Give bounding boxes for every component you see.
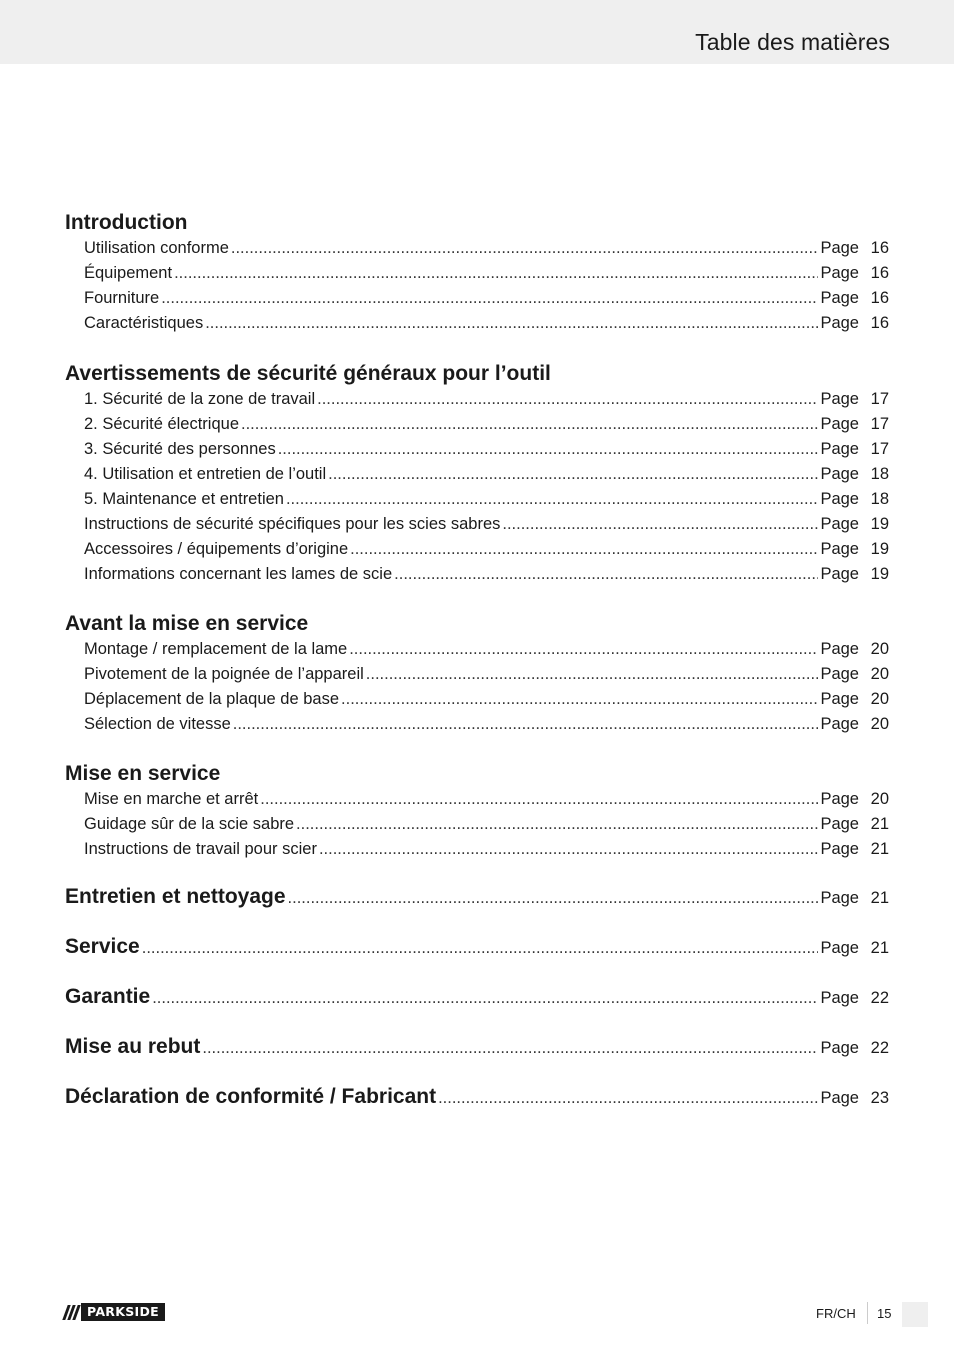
page-number: 22 <box>870 989 889 1007</box>
page-label: Page <box>820 989 859 1007</box>
page-label: Page <box>820 665 859 683</box>
toc-main-entry-warranty[interactable] <box>65 985 889 1015</box>
page-number: 19 <box>870 565 889 583</box>
page-label: Page <box>820 640 859 658</box>
page-label: Page <box>820 1039 859 1057</box>
toc-entry[interactable] <box>65 512 889 537</box>
page-label: Page <box>820 440 859 458</box>
entry-label: Équipement <box>84 264 173 282</box>
page-number: 23 <box>870 1089 889 1107</box>
page-label: Page <box>820 840 859 858</box>
page-label: Page <box>820 264 859 282</box>
toc-entry[interactable] <box>65 537 889 562</box>
entry-page <box>820 889 889 908</box>
page-label: Page <box>820 565 859 583</box>
leader-dots <box>394 562 818 587</box>
main-entry-label: Garantie <box>65 985 151 1008</box>
page-number: 17 <box>870 440 889 458</box>
entry-label: 2. Sécurité électrique <box>84 415 240 433</box>
toc-entry[interactable] <box>65 712 889 737</box>
toc-entry[interactable] <box>65 662 889 687</box>
toc-entry[interactable] <box>65 637 889 662</box>
toc-main-entry-declaration[interactable] <box>65 1085 889 1115</box>
leader-dots <box>202 1039 818 1058</box>
toc-entry[interactable] <box>65 562 889 587</box>
parkside-logo <box>65 1303 176 1321</box>
entry-page <box>820 512 889 537</box>
leader-dots <box>341 687 818 712</box>
toc-entry[interactable] <box>65 487 889 512</box>
entry-page <box>820 712 889 737</box>
entry-page <box>820 537 889 562</box>
entry-page <box>820 1039 889 1058</box>
page-label: Page <box>820 939 859 957</box>
toc-entry[interactable] <box>65 387 889 412</box>
entry-page <box>820 837 889 862</box>
entry-label: Accessoires / équipements d’origine <box>84 540 349 558</box>
entry-label: Utilisation conforme <box>84 239 229 257</box>
language-code: FR/CH <box>816 1306 856 1321</box>
toc-section-safety-warnings <box>65 361 889 587</box>
leader-dots <box>233 712 819 737</box>
entry-label: 4. Utilisation et entretien de l’outil <box>84 465 327 483</box>
entry-label: Mise en marche et arrêt <box>84 790 259 808</box>
page-title: Table des matières <box>695 29 890 55</box>
page-label: Page <box>820 390 859 408</box>
entry-label: Informations concernant les lames de scie <box>84 565 393 583</box>
leader-dots <box>260 787 818 812</box>
page-label: Page <box>820 815 859 833</box>
entry-label: 5. Maintenance et entretien <box>84 490 284 508</box>
entry-label: Instructions de sécurité spécifiques pour les scies sabres <box>84 515 501 533</box>
section-title: Avant la mise en service <box>65 612 309 635</box>
entry-page <box>820 462 889 487</box>
leader-dots <box>319 837 819 862</box>
page-number: 21 <box>870 840 889 858</box>
footer-divider <box>867 1302 868 1324</box>
page-label: Page <box>820 490 859 508</box>
toc-main-entry-maintenance[interactable] <box>65 885 889 915</box>
leader-dots <box>161 286 818 311</box>
toc-entry[interactable] <box>65 787 889 812</box>
leader-dots <box>366 662 819 687</box>
toc-entry[interactable] <box>65 261 889 286</box>
toc-entry[interactable] <box>65 687 889 712</box>
page-label: Page <box>820 314 859 332</box>
section-title: Mise en service <box>65 762 221 785</box>
entry-page <box>820 236 889 261</box>
toc-entry[interactable] <box>65 437 889 462</box>
entry-label: Guidage sûr de la scie sabre <box>84 815 295 833</box>
leader-dots <box>142 939 819 958</box>
toc-entry[interactable] <box>65 412 889 437</box>
page-number: 16 <box>870 314 889 332</box>
brand-name: PARKSIDE <box>81 1303 165 1321</box>
leader-dots <box>317 387 818 412</box>
entry-page <box>820 487 889 512</box>
page-number: 17 <box>870 415 889 433</box>
entry-label: Déplacement de la plaque de base <box>84 690 340 708</box>
page-number: 17 <box>870 390 889 408</box>
toc-section-introduction <box>65 210 889 336</box>
toc-entry[interactable] <box>65 812 889 837</box>
section-title: Introduction <box>65 211 188 234</box>
page-number: 16 <box>870 264 889 282</box>
main-entry-label: Déclaration de conformité / Fabricant <box>65 1085 437 1108</box>
page-label: Page <box>820 889 859 907</box>
toc-entry[interactable] <box>65 286 889 311</box>
page-number: 16 <box>870 239 889 257</box>
entry-page <box>820 311 889 336</box>
toc-entry[interactable] <box>65 462 889 487</box>
footer-tab-marker <box>902 1302 928 1327</box>
leader-dots <box>349 637 818 662</box>
page-number: 20 <box>870 665 889 683</box>
entry-page <box>820 437 889 462</box>
entry-page <box>820 939 889 958</box>
entry-page <box>820 387 889 412</box>
entry-page <box>820 261 889 286</box>
toc-entry[interactable] <box>65 311 889 336</box>
entry-page <box>820 1089 889 1108</box>
page-number: 21 <box>870 939 889 957</box>
leader-dots <box>241 412 818 437</box>
leader-dots <box>350 537 818 562</box>
main-entry-label: Entretien et nettoyage <box>65 885 286 908</box>
toc-section-before-use <box>65 611 889 737</box>
main-entry-label: Service <box>65 935 140 958</box>
page-label: Page <box>820 790 859 808</box>
entry-page <box>820 412 889 437</box>
page-label: Page <box>820 415 859 433</box>
entry-page <box>820 989 889 1008</box>
page-number: 21 <box>870 815 889 833</box>
entry-page <box>820 812 889 837</box>
leader-dots <box>288 889 819 908</box>
leader-dots <box>438 1089 818 1108</box>
leader-dots <box>231 236 819 261</box>
page-number: 18 <box>870 490 889 508</box>
entry-label: Fourniture <box>84 289 160 307</box>
section-title: Avertissements de sécurité généraux pour l’outil <box>65 362 551 385</box>
toc-main-entry-disposal[interactable] <box>65 1035 889 1065</box>
page-label: Page <box>820 540 859 558</box>
page-number: 19 <box>870 515 889 533</box>
entry-label: Sélection de vitesse <box>84 715 231 733</box>
leader-dots <box>502 512 818 537</box>
page-label: Page <box>820 715 859 733</box>
entry-label: 1. Sécurité de la zone de travail <box>84 390 316 408</box>
main-entry-label: Mise au rebut <box>65 1035 201 1058</box>
entry-page <box>820 687 889 712</box>
page-number: 16 <box>870 289 889 307</box>
page-number: 20 <box>870 690 889 708</box>
page-number-footer: 15 <box>877 1306 892 1321</box>
page-label: Page <box>820 1089 859 1107</box>
entry-label: Instructions de travail pour scier <box>84 840 317 858</box>
toc-section-operation <box>65 761 889 862</box>
page-number: 18 <box>870 465 889 483</box>
toc-main-entry-service[interactable] <box>65 935 889 965</box>
entry-page <box>820 662 889 687</box>
page-number: 20 <box>870 715 889 733</box>
entry-page <box>820 286 889 311</box>
page-label: Page <box>820 690 859 708</box>
entry-label: Caractéristiques <box>84 314 204 332</box>
entry-page <box>820 562 889 587</box>
leader-dots <box>328 462 818 487</box>
toc-entry[interactable] <box>65 837 889 862</box>
page-label: Page <box>820 289 859 307</box>
entry-page <box>820 787 889 812</box>
leader-dots <box>174 261 818 286</box>
entry-label: Pivotement de la poignée de l’appareil <box>84 665 364 683</box>
leader-dots <box>278 437 819 462</box>
toc-entry[interactable] <box>65 236 889 261</box>
entry-page <box>820 637 889 662</box>
page-number: 20 <box>870 790 889 808</box>
page-label: Page <box>820 239 859 257</box>
entry-label: 3. Sécurité des personnes <box>84 440 276 458</box>
leader-dots <box>205 311 818 336</box>
page-number: 22 <box>870 1039 889 1057</box>
leader-dots <box>152 989 818 1008</box>
page-number: 21 <box>870 889 889 907</box>
leader-dots <box>296 812 818 837</box>
entry-label: Montage / remplacement de la lame <box>84 640 348 658</box>
logo-slashes-icon <box>65 1303 80 1321</box>
page-label: Page <box>820 465 859 483</box>
page-number: 19 <box>870 540 889 558</box>
leader-dots <box>286 487 818 512</box>
page-label: Page <box>820 515 859 533</box>
page-number: 20 <box>870 640 889 658</box>
